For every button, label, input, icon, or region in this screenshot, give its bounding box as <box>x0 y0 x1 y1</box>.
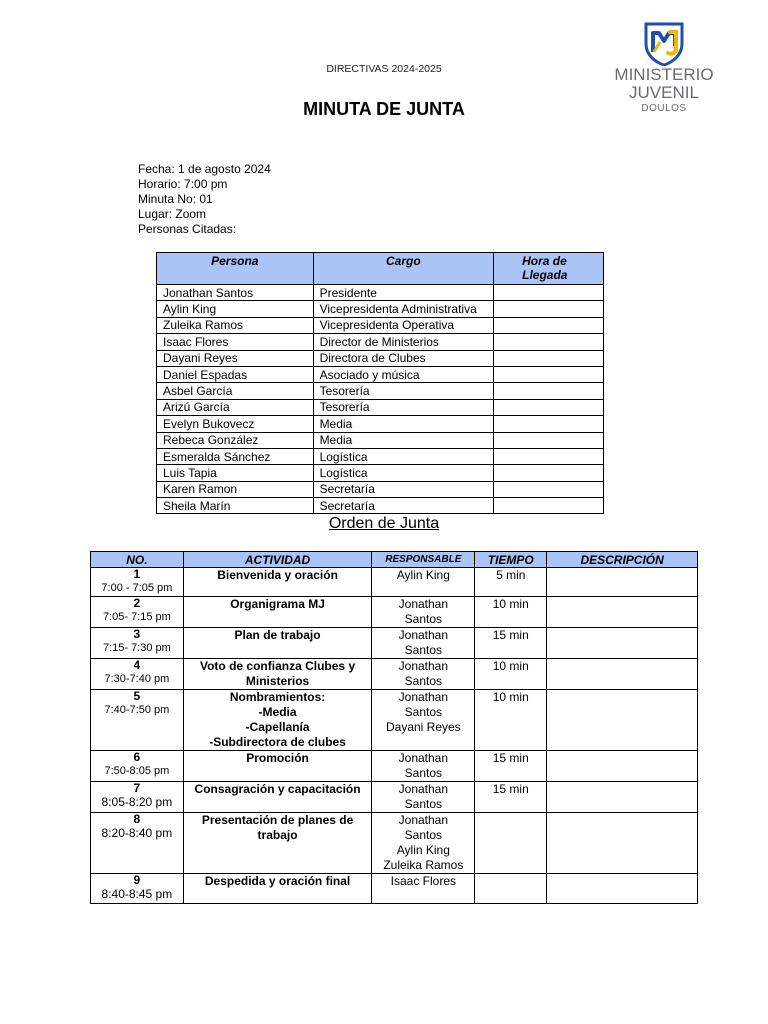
minute-number: Minuta No: 01 <box>138 192 213 206</box>
header-cargo: Cargo <box>313 253 494 285</box>
cell-actividad <box>183 813 372 874</box>
table-row <box>91 628 698 659</box>
cell-persona: Arizú García <box>157 399 314 415</box>
actividad-line: -Capellanía <box>245 720 310 734</box>
cell-no <box>91 628 184 659</box>
cell-persona: Zuleika Ramos <box>157 317 314 333</box>
table-row <box>157 350 604 366</box>
header-actividad: ACTIVIDAD <box>183 552 372 568</box>
item-number: 2 <box>133 596 141 610</box>
cell-tiempo: 5 min <box>475 568 547 597</box>
table-row <box>157 448 604 464</box>
logo-text-ministerio: MINISTERIO <box>614 65 714 84</box>
table-row <box>157 481 604 497</box>
cell-actividad <box>183 874 372 904</box>
invited-people-label: Personas Citadas: <box>138 222 237 236</box>
cell-persona: Evelyn Bukovecz <box>157 416 314 432</box>
agenda-title: Orden de Junta <box>328 515 440 532</box>
cell-no <box>91 597 184 628</box>
table-row <box>157 301 604 317</box>
cell-hora-llegada <box>494 432 604 448</box>
item-number: 7 <box>133 781 141 795</box>
cell-hora-llegada <box>494 285 604 301</box>
cell-tiempo: 15 min <box>475 751 547 782</box>
item-time-range: 7:40-7:50 pm <box>104 704 170 716</box>
header-top-line: DIRECTIVAS 2024-2025 <box>326 63 442 75</box>
responsable-line: Jonathan <box>398 813 449 827</box>
item-number: 1 <box>133 567 141 581</box>
cell-cargo: Asociado y música <box>313 366 494 382</box>
header-tiempo: TIEMPO <box>475 552 547 568</box>
table-row <box>157 366 604 382</box>
document-title: MINUTA DE JUNTA <box>303 99 465 119</box>
cell-cargo: Logística <box>313 465 494 481</box>
actividad-line: Consagración y capacitación <box>194 782 361 796</box>
cell-no <box>91 782 184 813</box>
table-row <box>157 383 604 399</box>
cell-actividad <box>183 597 372 628</box>
logo-text-juvenil: JUVENIL <box>629 83 699 102</box>
meeting-date: Fecha: 1 de agosto 2024 <box>138 162 271 176</box>
cell-tiempo: 15 min <box>475 782 547 813</box>
table-row <box>157 334 604 350</box>
cell-descripcion <box>547 659 698 690</box>
cell-hora-llegada <box>494 416 604 432</box>
cell-descripcion <box>547 597 698 628</box>
item-number: 8 <box>133 812 141 826</box>
cell-responsable <box>372 874 475 904</box>
table-row <box>157 498 604 514</box>
cell-responsable <box>372 568 475 597</box>
item-time-range: 8:05-8:20 pm <box>101 795 173 809</box>
cell-hora-llegada <box>494 301 604 317</box>
cell-no <box>91 751 184 782</box>
table-row <box>157 465 604 481</box>
logo-text-doulos: DOULOS <box>641 103 687 114</box>
cell-persona: Sheila Marín <box>157 498 314 514</box>
cell-responsable <box>372 628 475 659</box>
cell-responsable <box>372 597 475 628</box>
cell-cargo: Media <box>313 416 494 432</box>
actividad-line: Plan de trabajo <box>234 628 321 642</box>
attendance-table <box>156 252 604 514</box>
cell-tiempo: 10 min <box>475 597 547 628</box>
cell-cargo: Tesorería <box>313 399 494 415</box>
cell-hora-llegada <box>494 317 604 333</box>
table-row <box>91 782 698 813</box>
meeting-time: Horario: 7:00 pm <box>138 177 228 191</box>
cell-actividad <box>183 568 372 597</box>
item-time-range: 7:30-7:40 pm <box>104 673 170 685</box>
responsable-line: Jonathan <box>398 690 449 704</box>
cell-tiempo <box>475 813 547 874</box>
table-row <box>91 751 698 782</box>
cell-no <box>91 874 184 904</box>
item-time-range: 7:50-8:05 pm <box>104 765 170 777</box>
item-time-range: 8:40-8:45 pm <box>101 887 173 901</box>
cell-tiempo: 15 min <box>475 628 547 659</box>
cell-persona: Dayani Reyes <box>157 350 314 366</box>
responsable-line: Santos <box>404 766 443 780</box>
cell-hora-llegada <box>494 334 604 350</box>
responsable-line: Aylin King <box>396 568 450 582</box>
cell-hora-llegada <box>494 350 604 366</box>
actividad-line: Presentación de planes de <box>201 813 354 827</box>
ministerio-logo <box>604 22 724 122</box>
actividad-line: Bienvenida y oración <box>217 568 338 582</box>
table-row <box>91 597 698 628</box>
header-no: NO. <box>91 552 184 568</box>
cell-descripcion <box>547 568 698 597</box>
cell-no <box>91 690 184 751</box>
cell-cargo: Vicepresidenta Administrativa <box>313 301 494 317</box>
item-time-range: 7:00 - 7:05 pm <box>101 582 173 594</box>
table-row <box>91 659 698 690</box>
cell-actividad <box>183 782 372 813</box>
cell-descripcion <box>547 690 698 751</box>
item-number: 4 <box>133 658 141 672</box>
cell-descripcion <box>547 874 698 904</box>
actividad-line: Ministerios <box>245 674 310 688</box>
actividad-line: Despedida y oración final <box>204 874 351 888</box>
cell-hora-llegada <box>494 399 604 415</box>
attendance-header-row <box>157 253 604 285</box>
responsable-line: Santos <box>404 705 443 719</box>
cell-actividad <box>183 751 372 782</box>
header-descripcion: DESCRIPCIÓN <box>547 552 698 568</box>
cell-cargo: Logística <box>313 448 494 464</box>
responsable-line: Aylin King <box>396 843 450 857</box>
responsable-line: Jonathan <box>398 782 449 796</box>
agenda-header-row <box>91 552 698 568</box>
actividad-line: Voto de confianza Clubes y <box>199 659 356 673</box>
actividad-line: Organigrama MJ <box>230 597 325 611</box>
cell-persona: Luis Tapia <box>157 465 314 481</box>
cell-no <box>91 568 184 597</box>
item-time-range: 8:20-8:40 pm <box>101 826 173 840</box>
item-time-range: 7:05- 7:15 pm <box>102 611 171 623</box>
table-row <box>157 432 604 448</box>
meeting-place: Lugar: Zoom <box>138 207 207 221</box>
table-row <box>91 690 698 751</box>
cell-persona: Asbel García <box>157 383 314 399</box>
header-hora-llegada: Hora de Llegada <box>494 253 604 285</box>
header-responsable: RESPONSABLE <box>372 552 475 568</box>
cell-responsable <box>372 690 475 751</box>
responsable-line: Santos <box>404 828 443 842</box>
cell-persona: Rebeca González <box>157 432 314 448</box>
cell-descripcion <box>547 751 698 782</box>
cell-actividad <box>183 628 372 659</box>
cell-hora-llegada <box>494 465 604 481</box>
responsable-line: Jonathan <box>398 628 449 642</box>
responsable-line: Isaac Flores <box>390 874 457 888</box>
table-row <box>157 317 604 333</box>
cell-hora-llegada <box>494 366 604 382</box>
cell-no <box>91 659 184 690</box>
cell-cargo: Vicepresidenta Operativa <box>313 317 494 333</box>
responsable-line: Santos <box>404 612 443 626</box>
responsable-line: Jonathan <box>398 597 449 611</box>
cell-responsable <box>372 813 475 874</box>
actividad-line: Promoción <box>246 751 309 765</box>
table-row <box>157 285 604 301</box>
meeting-info <box>138 162 271 237</box>
cell-persona: Esmeralda Sánchez <box>157 448 314 464</box>
cell-hora-llegada <box>494 448 604 464</box>
cell-responsable <box>372 659 475 690</box>
cell-cargo: Directora de Clubes <box>313 350 494 366</box>
cell-tiempo: 10 min <box>475 659 547 690</box>
cell-cargo: Media <box>313 432 494 448</box>
item-number: 3 <box>133 627 141 641</box>
item-number: 5 <box>133 689 141 703</box>
shield-logo-icon <box>640 22 688 66</box>
cell-actividad <box>183 690 372 751</box>
responsable-line: Santos <box>404 797 443 811</box>
cell-persona: Isaac Flores <box>157 334 314 350</box>
cell-persona: Aylin King <box>157 301 314 317</box>
cell-cargo: Secretaría <box>313 498 494 514</box>
cell-cargo: Presidente <box>313 285 494 301</box>
cell-hora-llegada <box>494 498 604 514</box>
table-row <box>91 813 698 874</box>
agenda-table <box>90 551 698 904</box>
cell-descripcion <box>547 628 698 659</box>
cell-persona: Karen Ramon <box>157 481 314 497</box>
actividad-line: trabajo <box>257 828 298 842</box>
responsable-line: Zuleika Ramos <box>383 858 464 872</box>
cell-responsable <box>372 751 475 782</box>
cell-tiempo: 10 min <box>475 690 547 751</box>
cell-hora-llegada <box>494 481 604 497</box>
table-row <box>157 416 604 432</box>
item-time-range: 7:15- 7:30 pm <box>102 642 171 654</box>
responsable-line: Jonathan <box>398 659 449 673</box>
cell-descripcion <box>547 813 698 874</box>
cell-persona: Daniel Espadas <box>157 366 314 382</box>
responsable-line: Dayani Reyes <box>385 720 461 734</box>
actividad-line: Nombramientos: <box>229 690 326 704</box>
cell-cargo: Tesorería <box>313 383 494 399</box>
cell-cargo: Secretaría <box>313 481 494 497</box>
table-row <box>91 568 698 597</box>
table-row <box>157 399 604 415</box>
responsable-line: Santos <box>404 643 443 657</box>
item-number: 9 <box>133 873 141 887</box>
cell-no <box>91 813 184 874</box>
actividad-line: -Media <box>258 705 297 719</box>
cell-actividad <box>183 659 372 690</box>
cell-descripcion <box>547 782 698 813</box>
cell-persona: Jonathan Santos <box>157 285 314 301</box>
responsable-line: Jonathan <box>398 751 449 765</box>
cell-cargo: Director de Ministerios <box>313 334 494 350</box>
cell-hora-llegada <box>494 383 604 399</box>
actividad-line: -Subdirectora de clubes <box>209 735 346 749</box>
cell-tiempo <box>475 874 547 904</box>
cell-responsable <box>372 782 475 813</box>
table-row <box>91 874 698 904</box>
header-persona: Persona <box>157 253 314 285</box>
responsable-line: Santos <box>404 674 443 688</box>
item-number: 6 <box>133 750 141 764</box>
